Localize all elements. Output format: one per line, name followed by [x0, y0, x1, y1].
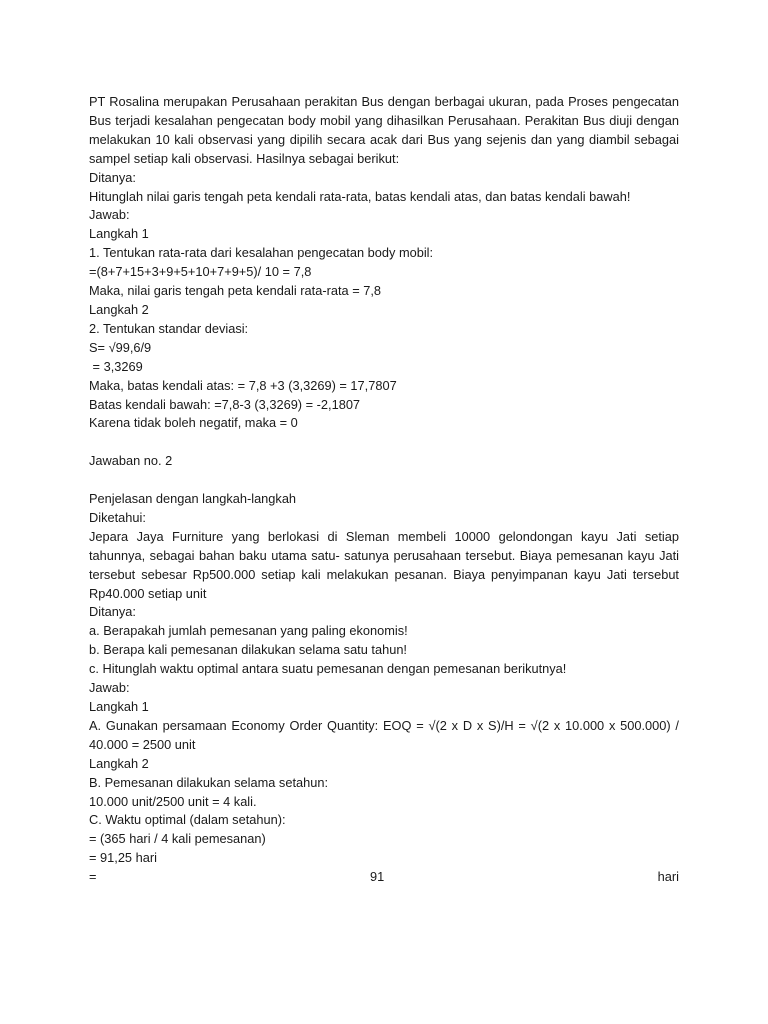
ditanya-label: Ditanya: — [89, 169, 136, 185]
lower-control-limit: Batas kendali bawah: =7,8-3 (3,3269) = -2,1807 — [89, 396, 361, 412]
final-equals: = — [89, 869, 97, 885]
center-line-result: Maka, nilai garis tengah peta kendali rata-rata = 7,8 — [89, 283, 382, 299]
document-body — [89, 93, 679, 887]
answer-2-heading: Jawaban no. 2 — [89, 453, 173, 469]
step-2-label: Langkah 2 — [89, 301, 149, 317]
question-a: a. Berapakah jumlah pemesanan yang paling ekonomis! — [89, 623, 408, 639]
step-2-label-2: Langkah 2 — [89, 755, 149, 771]
jawab-label-2: Jawab: — [89, 680, 130, 696]
jawab-label: Jawab: — [89, 207, 130, 223]
explanation-label: Penjelasan dengan langkah-langkah — [89, 491, 297, 506]
question-c: c. Hitunglah waktu optimal antara suatu pemesanan dengan pemesanan berikutnya! — [89, 661, 567, 677]
negative-note: Karena tidak boleh negatif, maka = 0 — [89, 415, 298, 431]
mean-calculation: =(8+7+15+3+9+5+10+7+9+5)/ 10 = 7,8 — [89, 264, 312, 280]
final-value: 91 — [369, 869, 385, 885]
intro-paragraph: PT Rosalina merupakan Perusahaan perakitan Bus dengan berbagai ukuran, pada Proses pengecatan Bus terjadi kesalahan pengecatan body mobil yang dihasilkan Perusahaan. Perakitan Bus diuji dengan melakukan 10 kali observasi yang dipilih secara acak dari Bus yang sejenis dan yang diambil sebagai sampel setiap kali observasi. Hasilnya sebagai berikut: — [89, 94, 679, 166]
stddev-instruction: 2. Tentukan standar deviasi: — [89, 320, 249, 336]
order-frequency-label: B. Pemesanan dilakukan selama setahun: — [89, 774, 329, 790]
stddev-result: = 3,3269 — [89, 358, 143, 374]
order-frequency-calc: 10.000 unit/2500 unit = 4 kali. — [89, 793, 257, 809]
diketahui-label: Diketahui: — [89, 509, 146, 525]
step-1-label: Langkah 1 — [89, 226, 149, 242]
spacer — [89, 433, 679, 452]
spacer — [89, 471, 679, 490]
upper-control-limit: Maka, batas kendali atas: = 7,8 +3 (3,3269) = 17,7807 — [89, 377, 397, 393]
optimal-time-result: = 91,25 hari — [89, 850, 157, 866]
given-paragraph: Jepara Jaya Furniture yang berlokasi di Sleman membeli 10000 gelondongan kayu Jati setiap tahunnya, sebagai bahan baku utama satu- satunya perusahaan tersebut. Biaya pemesanan kayu Jati tersebut sebesar Rp500.000 setiap kali melakukan pesanan. Biaya penyimpanan kayu Jati tersebut Rp40.000 setiap unit — [89, 528, 679, 601]
final-rounded-result — [89, 868, 679, 887]
ditanya-label-2: Ditanya: — [89, 604, 136, 620]
optimal-time-label: C. Waktu optimal (dalam setahun): — [89, 812, 286, 828]
final-unit: hari — [657, 869, 679, 885]
eoq-equation: A. Gunakan persamaan Economy Order Quantity: EOQ = √(2 x D x S)/H = √(2 x 10.000 x 500.000) / 40.000 = 2500 unit — [89, 717, 679, 752]
question-b: b. Berapa kali pemesanan dilakukan selama satu tahun! — [89, 642, 407, 658]
question-text: Hitunglah nilai garis tengah peta kendali rata-rata, batas kendali atas, dan batas kendali bawah! — [89, 188, 631, 204]
optimal-time-calc: = (365 hari / 4 kali pemesanan) — [89, 831, 266, 847]
step-1-label-2: Langkah 1 — [89, 698, 149, 714]
mean-instruction: 1. Tentukan rata-rata dari kesalahan pengecatan body mobil: — [89, 245, 434, 261]
stddev-formula: S= √99,6/9 — [89, 339, 152, 355]
